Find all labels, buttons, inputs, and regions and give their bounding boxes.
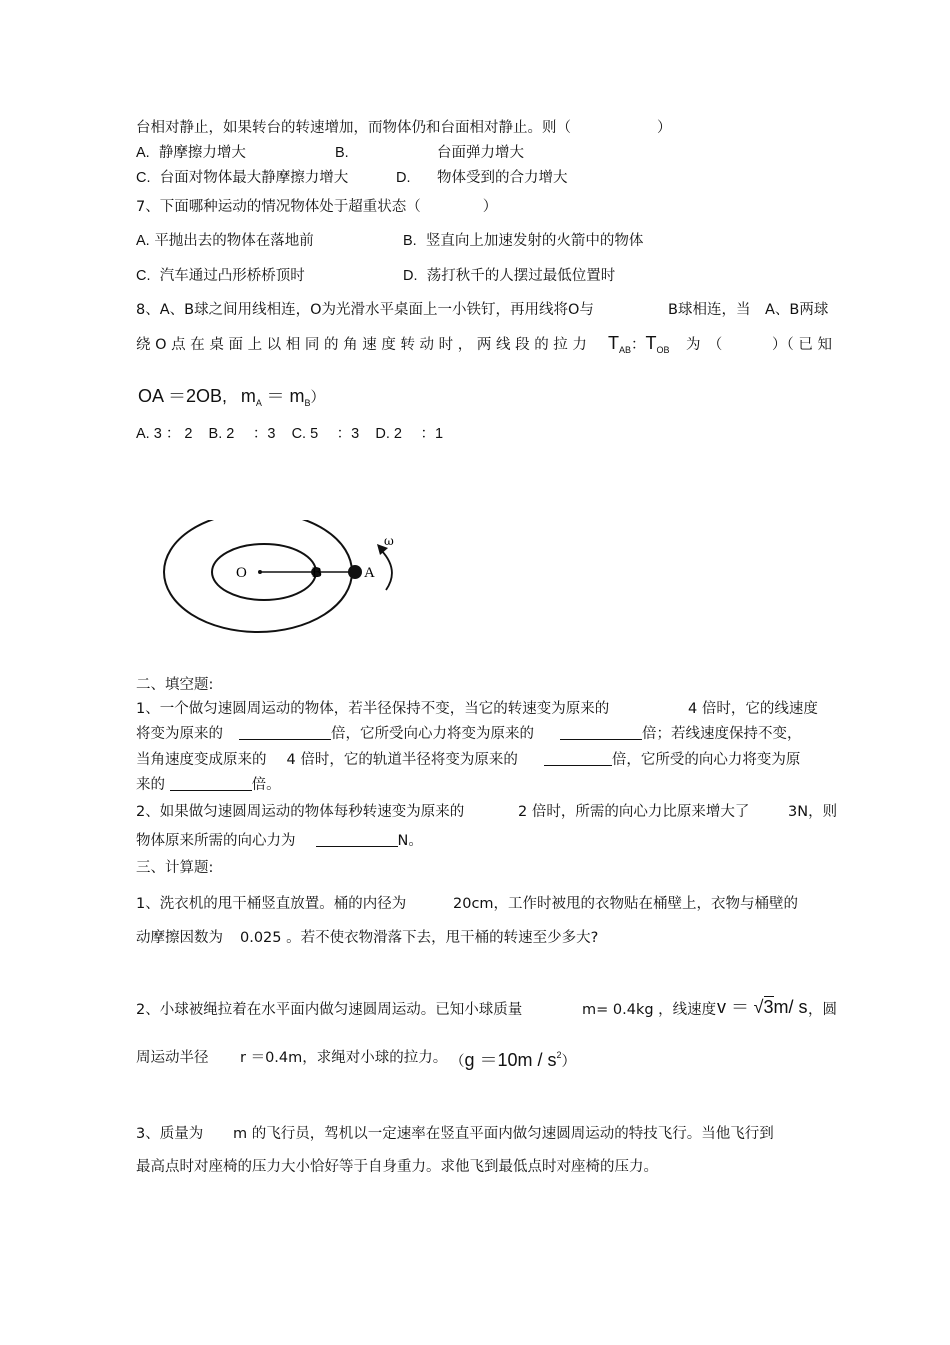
option-text: 台面弹力增大 xyxy=(437,145,524,161)
q7-option-d xyxy=(403,266,615,286)
tension-symbol: T xyxy=(645,333,657,353)
q8-line2c xyxy=(772,335,832,355)
option-label: A. xyxy=(136,145,150,161)
s3-text: 20cm，工作时被甩的衣物贴在桶壁上，衣物与桶壁的 xyxy=(453,896,799,912)
s3-text: 3、质量为 xyxy=(136,1126,204,1142)
q7-stem-close: ） xyxy=(482,199,498,215)
s2-q1-line1 xyxy=(136,699,609,719)
q7-stem-text: 7、下面哪种运动的情况物体处于超重状态（ xyxy=(136,199,421,215)
s2-text: 来的 xyxy=(136,777,165,793)
q8-line2 xyxy=(136,335,587,355)
s3-text: m 的飞行员，驾机以一定速率在竖直平面内做匀速圆周运动的特技飞行。当他飞行到 xyxy=(233,1126,774,1142)
paren-open: （ xyxy=(450,1054,465,1070)
superscript-2: 2 xyxy=(556,1050,562,1060)
s3-q2-velocity xyxy=(717,997,808,1019)
option-text: 汽车通过凸形桥桥顶时 xyxy=(159,268,305,284)
option-label: C. xyxy=(136,170,151,186)
q6-option-b-label xyxy=(335,143,349,163)
oa-ob-condition: OA ＝2OB, xyxy=(138,386,228,406)
q6-option-b-text xyxy=(437,143,524,163)
outer-orbit xyxy=(164,520,352,632)
gravity-value: g ＝10m / s xyxy=(464,1050,557,1070)
option-label: D. xyxy=(396,170,411,186)
label-omega: ω xyxy=(384,534,394,548)
paren-close: ） xyxy=(561,1054,577,1070)
option-label: C. xyxy=(136,268,151,284)
option-text: 物体受到的合力增大 xyxy=(437,170,568,186)
s3-q1-line1b xyxy=(453,894,798,914)
subscript-a: A xyxy=(255,398,262,408)
q8-options xyxy=(136,424,443,444)
s2-text: 将变为原来的 xyxy=(136,726,223,742)
q6-option-d-text xyxy=(437,168,568,188)
q8-line1a xyxy=(136,300,594,320)
s2-text: 倍，它所受的向心力将变为原 xyxy=(611,752,801,768)
s3-text: 最高点时对座椅的压力大小恰好等于自身重力。求他飞到最低点时对座椅的压力。 xyxy=(136,1159,658,1175)
s3-text: 1、洗衣机的甩干桶竖直放置。桶的内径为 xyxy=(136,896,407,912)
q8-tension-ratio xyxy=(608,333,670,360)
s2-q2-line1 xyxy=(136,802,464,822)
s3-q2-line2b xyxy=(240,1048,447,1068)
s3-q1-line2b xyxy=(240,928,598,948)
blank-line[interactable] xyxy=(544,751,612,766)
label-o: O xyxy=(236,565,247,581)
sqrt-icon: √ xyxy=(753,997,764,1017)
q8-option-a: A. 3 ： 2 xyxy=(136,426,193,442)
q8-line2b xyxy=(686,335,722,355)
s2-text: 2、如果做匀速圆周运动的物体每秒转速变为原来的 xyxy=(136,804,465,820)
q8-option-c: C. 5 ：3 xyxy=(291,426,360,442)
q8-condition xyxy=(138,386,325,413)
option-text: 静摩擦力增大 xyxy=(158,145,246,161)
rotation-diagram xyxy=(150,520,420,645)
option-text: 台面对物体最大静摩擦力增大 xyxy=(159,170,349,186)
option-text: 竖直向上加速发射的火箭中的物体 xyxy=(425,233,644,249)
s3-q3-line2 xyxy=(136,1157,658,1177)
q8-text: ）（ 已 知 xyxy=(772,337,832,353)
s2-q1-line4 xyxy=(136,775,281,795)
s3-text: 2、小球被绳拉着在水平面内做匀速圆周运动。已知小球质量 xyxy=(136,1002,523,1018)
option-label: B. xyxy=(335,145,349,161)
subscript-ab: AB xyxy=(619,345,632,355)
s2-q2-line1b xyxy=(518,802,749,822)
tension-symbol: T xyxy=(608,333,619,353)
q8-option-b: B. 2 ：3 xyxy=(208,426,276,442)
q6-stem-text: 台相对静止，如果转台的转速增加，而物体仍和台面相对静止。则（ xyxy=(136,120,571,136)
s3-q2-gravity xyxy=(450,1045,576,1072)
s2-text: 倍。 xyxy=(251,777,281,793)
s3-q2-line2 xyxy=(136,1048,209,1068)
ratio-colon: ： xyxy=(631,337,646,353)
s2-text: 倍；若线速度保持不变， xyxy=(642,726,802,742)
q6-stem-close: ） xyxy=(657,120,672,136)
q7-option-a xyxy=(136,231,314,251)
s2-text: 当角速度变成原来的 xyxy=(136,752,267,768)
s3-q2-line1 xyxy=(136,1000,522,1020)
s2-text: 1、一个做匀速圆周运动的物体，若半径保持不变，当它的转速变为原来的 xyxy=(136,701,610,717)
q6-stem xyxy=(136,118,672,138)
blank-line[interactable] xyxy=(170,776,252,791)
q8-line1b xyxy=(668,300,828,320)
s2-text: 4 倍时，它的线速度 xyxy=(688,701,818,717)
q6-option-c xyxy=(136,168,348,188)
subscript-ob: OB xyxy=(656,345,670,355)
option-label: B. xyxy=(403,233,417,249)
blank-line[interactable] xyxy=(239,725,331,740)
s3-text: r ＝0.4m，求绳对小球的拉力。 xyxy=(240,1050,448,1066)
velocity-unit: m/ s xyxy=(773,997,808,1017)
mass-symbol: m xyxy=(240,386,256,406)
s2-text: 物体原来所需的向心力为 xyxy=(136,833,296,849)
q6-option-d-label xyxy=(396,168,411,188)
blank-line[interactable] xyxy=(560,725,642,740)
rotation-arrow xyxy=(381,550,392,590)
q7-stem xyxy=(136,197,497,217)
s3-text: ，圆 xyxy=(808,1002,837,1018)
section3-title xyxy=(136,858,213,878)
s3-text: m= 0.4kg ，线速度 xyxy=(582,1002,717,1018)
s2-q1-line3 xyxy=(136,750,800,770)
option-label: D. xyxy=(403,268,418,284)
condition-close: ） xyxy=(310,390,326,406)
s3-q1-line2 xyxy=(136,928,223,948)
q8-text: 8、A、B球之间用线相连，O为光滑水平桌面上一小铁钉，再用线将O与 xyxy=(136,302,594,318)
q7-option-c xyxy=(136,266,305,286)
s3-text: 动摩擦因数为 xyxy=(136,930,223,946)
s3-q2-line1b xyxy=(582,1000,716,1020)
q7-option-b xyxy=(403,231,643,251)
s3-q1-line1 xyxy=(136,894,406,914)
s3-q3-line1 xyxy=(136,1124,203,1144)
s3-text: 0.025 。若不使衣物滑落下去，甩干桶的转速至少多大? xyxy=(240,930,599,946)
s2-text: N。 xyxy=(397,833,423,849)
label-a: A xyxy=(364,565,375,581)
nail-point-o xyxy=(258,570,262,574)
s2-text: 倍，它所受向心力将变为原来的 xyxy=(331,726,534,742)
label-b: B xyxy=(312,565,323,581)
q8-text: 绕 O 点 在 桌 面 上 以 相 同 的 角 速 度 转 动 时 ， 两 线 段 的 拉 力 xyxy=(136,337,587,353)
section-title: 二、填空题: xyxy=(136,677,214,693)
subscript-b: B xyxy=(304,398,311,408)
section2-title xyxy=(136,675,213,695)
equals-m: ＝ m xyxy=(266,386,305,406)
s2-q2-line2 xyxy=(136,831,423,851)
s2-text: 2 倍时，所需的向心力比原来增大了 xyxy=(518,804,750,820)
q8-option-d: D. 2 ：1 xyxy=(375,426,444,442)
s3-q3-line1b xyxy=(233,1124,774,1144)
s2-text: 4 倍时，它的轨道半径将变为原来的 xyxy=(286,752,518,768)
q8-text: B球相连，当 A、B两球 xyxy=(668,302,829,318)
s3-q2-line1c xyxy=(808,1000,837,1020)
s2-q1-line2 xyxy=(136,724,802,744)
velocity-symbol: v ＝ xyxy=(717,997,750,1017)
q6-option-a xyxy=(136,143,246,163)
s3-text: 周运动半径 xyxy=(136,1050,209,1066)
option-text: 荡打秋千的人摆过最低位置时 xyxy=(426,268,616,284)
s2-q1-line1b xyxy=(688,699,818,719)
section-title: 三、计算题: xyxy=(136,860,214,876)
s2-q2-line1c xyxy=(788,802,837,822)
ball-a xyxy=(348,565,362,579)
s2-text: 3N，则 xyxy=(788,804,838,820)
sqrt-radicand: 3 xyxy=(763,997,774,1017)
q8-text: 为 （ xyxy=(686,337,723,353)
option-text: 平抛出去的物体在落地前 xyxy=(154,233,314,249)
blank-line[interactable] xyxy=(316,832,398,847)
option-label: A. xyxy=(136,233,150,249)
